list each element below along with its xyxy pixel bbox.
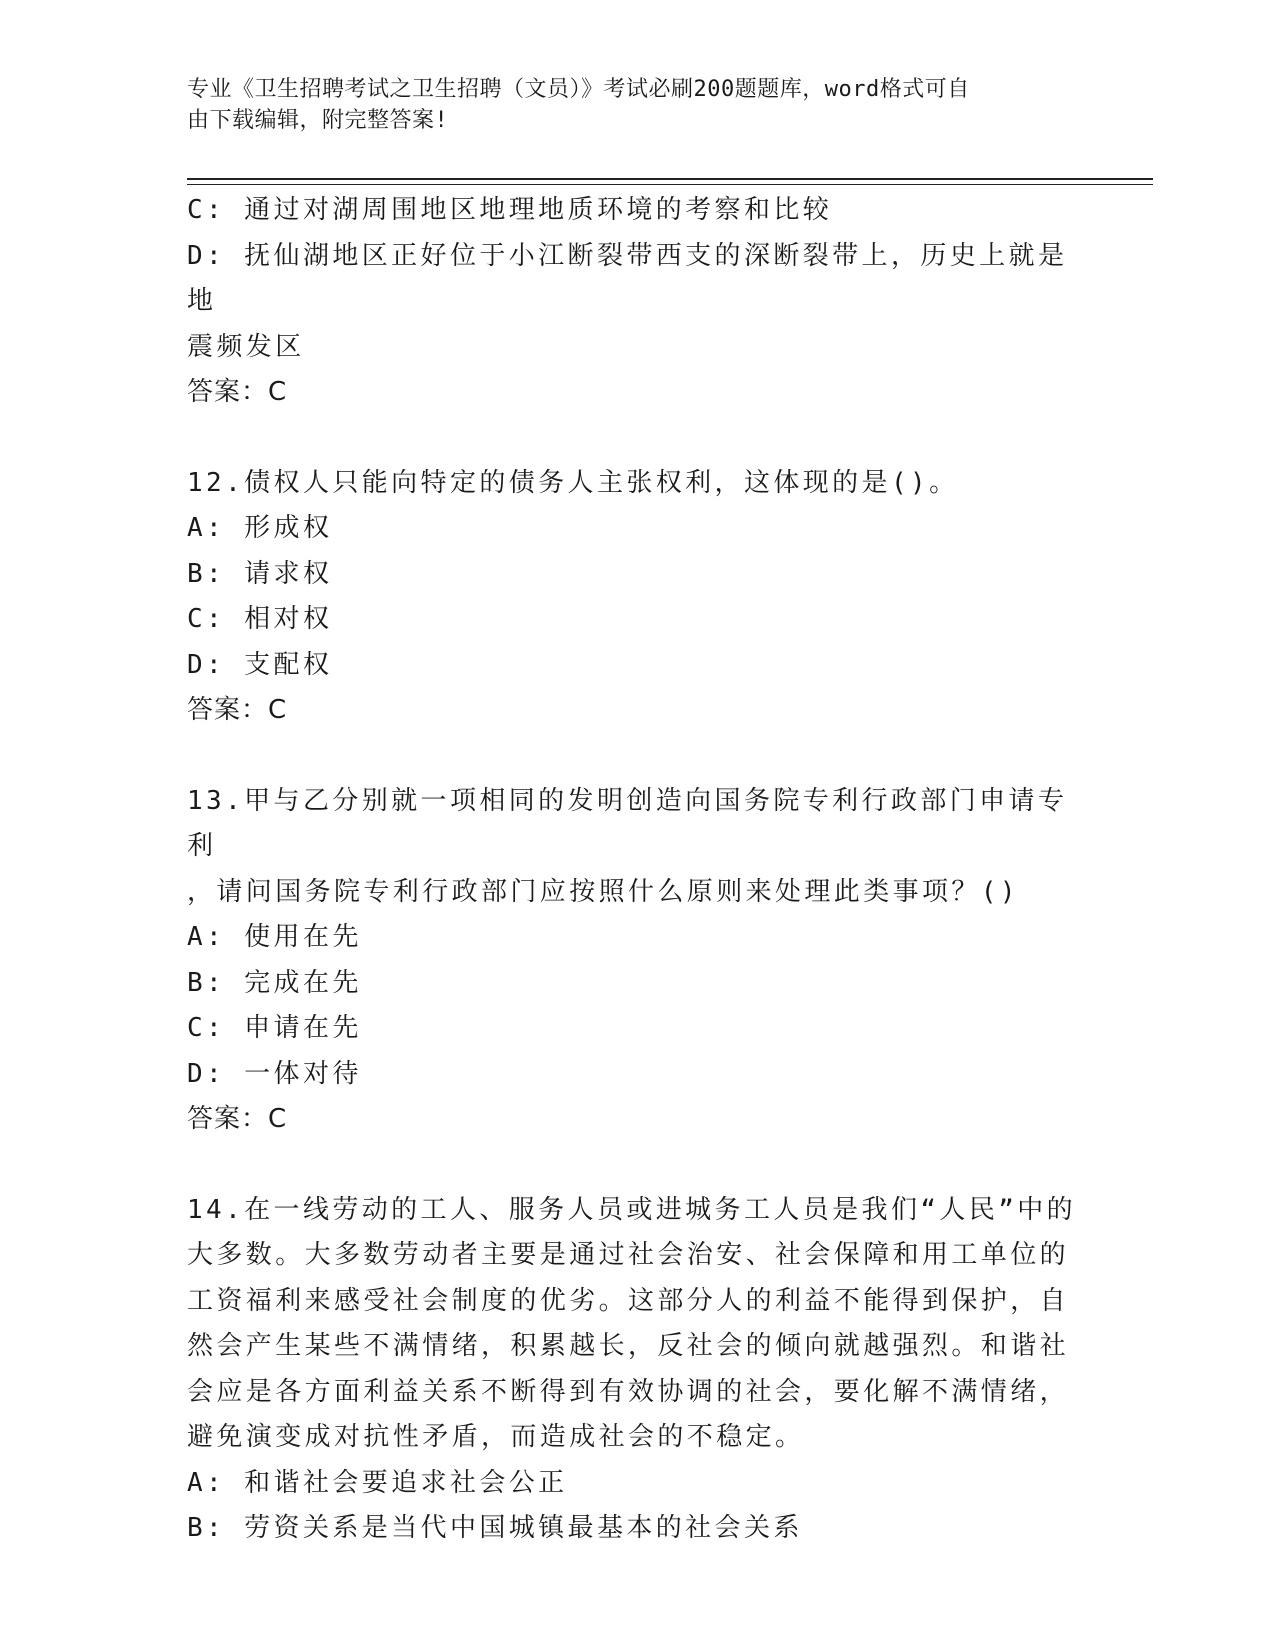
question-11-continuation — [187, 188, 1077, 416]
answer: 答案：C — [187, 695, 288, 725]
option-a: A: 形成权 — [187, 513, 333, 543]
answer: 答案：C — [187, 377, 288, 407]
question-stem: 工资福利来感受社会制度的优劣。这部分人的利益不能得到保护，自 — [187, 1285, 1070, 1316]
header-rule — [187, 178, 1153, 180]
option-d-wrap: 震频发区 — [187, 331, 305, 362]
question-stem: 12.债权人只能向特定的债务人主张权利，这体现的是()。 — [187, 467, 959, 498]
header-rule-thin — [187, 184, 1153, 185]
header-line: 由下载编辑，附完整答案! — [187, 108, 449, 133]
spacer — [187, 416, 1077, 461]
answer: 答案：C — [187, 1104, 288, 1134]
question-content — [187, 188, 1077, 1552]
option-b: B: 请求权 — [187, 558, 333, 589]
question-stem: 避免演变成对抗性矛盾，而造成社会的不稳定。 — [187, 1422, 805, 1452]
question-stem: 然会产生某些不满情绪，积累越长，反社会的倾向就越强烈。和谐社 — [187, 1331, 1070, 1361]
option-c: C: 申请在先 — [187, 1013, 362, 1043]
question-stem: ，请问国务院专利行政部门应按照什么原则来处理此类事项？() — [187, 876, 1019, 907]
option-d: D: 支配权 — [187, 649, 333, 680]
document-header — [187, 74, 1067, 136]
option-b: B: 劳资关系是当代中国城镇最基本的社会关系 — [187, 1513, 803, 1543]
option-b: B: 完成在先 — [187, 967, 362, 998]
question-14 — [187, 1188, 1077, 1552]
question-12 — [187, 461, 1077, 734]
question-stem: 13.甲与乙分别就一项相同的发明创造向国务院专利行政部门申请专利 — [187, 785, 1068, 861]
option-c: C: 相对权 — [187, 604, 333, 634]
question-stem: 大多数。大多数劳动者主要是通过社会治安、社会保障和用工单位的 — [187, 1240, 1070, 1270]
question-13 — [187, 779, 1077, 1143]
option-a: A: 和谐社会要追求社会公正 — [187, 1467, 568, 1498]
question-stem: 会应是各方面利益关系不断得到有效协调的社会，要化解不满情绪， — [187, 1376, 1070, 1407]
option-c: C: 通过对湖周围地区地理地质环境的考察和比较 — [187, 195, 833, 225]
option-d: D: 一体对待 — [187, 1058, 362, 1089]
header-line: 专业《卫生招聘考试之卫生招聘（文员）》考试必刷200题题库，word格式可自 — [187, 77, 970, 102]
spacer — [187, 1143, 1077, 1188]
spacer — [187, 734, 1077, 779]
question-stem: 14.在一线劳动的工人、服务人员或进城务工人员是我们“人民”中的 — [187, 1194, 1077, 1225]
option-d: D: 抚仙湖地区正好位于小江断裂带西支的深断裂带上，历史上就是地 — [187, 240, 1068, 316]
option-a: A: 使用在先 — [187, 922, 362, 952]
